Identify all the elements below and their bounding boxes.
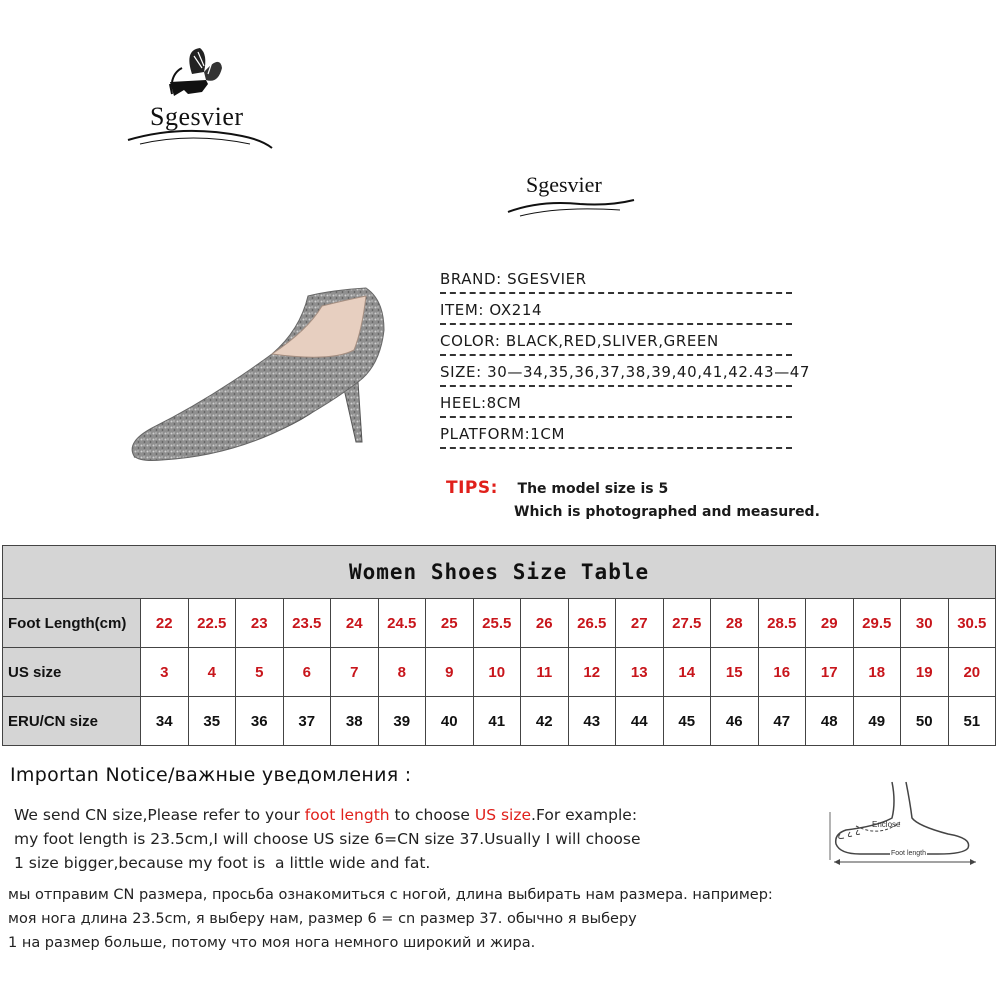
tips-label: TIPS:	[446, 478, 498, 498]
table-cell: 17	[806, 648, 854, 697]
table-cell: 24	[331, 599, 379, 648]
table-cell: 48	[806, 697, 854, 746]
table-cell: 27	[616, 599, 664, 648]
brand-wordmark-small: Sgesvier	[526, 172, 602, 197]
spec-heel: HEEL:8CM	[440, 390, 820, 421]
product-specs	[440, 266, 820, 452]
table-cell: 25	[426, 599, 474, 648]
table-cell: 30	[901, 599, 949, 648]
table-cell: 10	[473, 648, 521, 697]
notice-ru-line-2: моя нога длина 23.5cm, я выберу нам, размер 6 = cn размер 37. обычно я выберу	[8, 911, 637, 927]
table-cell: 50	[901, 697, 949, 746]
table-cell: 29	[806, 599, 854, 648]
notice-en-line-1	[14, 803, 641, 827]
notice-en-line-2: my foot length is 23.5cm,I will choose US size 6=CN size 37.Usually I will choose	[14, 830, 641, 848]
size-table	[2, 545, 996, 746]
spec-platform: PLATFORM:1CM	[440, 421, 820, 452]
table-cell: 27.5	[663, 599, 711, 648]
table-cell: 35	[188, 697, 236, 746]
spec-color: COLOR: BLACK,RED,SLIVER,GREEN	[440, 328, 820, 359]
spec-size: SIZE: 30—34,35,36,37,38,39,40,41,42.43—47	[440, 359, 820, 390]
brand-wordmark: Sgesvier	[150, 102, 244, 131]
table-cell: 3	[141, 648, 189, 697]
table-cell: 44	[616, 697, 664, 746]
notice-text: to choose	[389, 806, 475, 824]
table-cell: 19	[901, 648, 949, 697]
foot-diagram	[826, 778, 986, 870]
product-image	[122, 270, 422, 480]
table-cell: 28	[711, 599, 759, 648]
table-cell: 37	[283, 697, 331, 746]
table-cell: 29.5	[853, 599, 901, 648]
table-cell: 20	[948, 648, 996, 697]
table-cell: 26.5	[568, 599, 616, 648]
table-cell: 18	[853, 648, 901, 697]
notice-title: Importan Notice/важные уведомления :	[10, 764, 412, 786]
notice-ru-line-3: 1 на размер больше, потому что моя нога немного широкий и жира.	[8, 935, 536, 951]
tips-line-1: The model size is 5	[517, 481, 669, 497]
table-cell: 41	[473, 697, 521, 746]
table-cell: 9	[426, 648, 474, 697]
table-cell: 36	[236, 697, 284, 746]
row-label: ERU/CN size	[3, 697, 141, 746]
table-cell: 23	[236, 599, 284, 648]
enclose-label: Enclose	[872, 820, 901, 829]
glitter-pump-shoe-icon	[122, 270, 422, 480]
brand-logo	[122, 44, 282, 162]
table-cell: 16	[758, 648, 806, 697]
table-cell: 7	[331, 648, 379, 697]
brand-logo-small	[500, 170, 640, 220]
table-cell: 14	[663, 648, 711, 697]
table-cell: 26	[521, 599, 569, 648]
table-cell: 13	[616, 648, 664, 697]
row-label: US size	[3, 648, 141, 697]
table-cell: 4	[188, 648, 236, 697]
table-cell: 23.5	[283, 599, 331, 648]
table-cell: 8	[378, 648, 426, 697]
table-cell: 24.5	[378, 599, 426, 648]
spec-item: ITEM: OX214	[440, 297, 820, 328]
table-cell: 42	[521, 697, 569, 746]
size-table-title: Women Shoes Size Table	[3, 546, 996, 599]
table-cell: 51	[948, 697, 996, 746]
table-cell: 34	[141, 697, 189, 746]
notice-ru-line-1: мы отправим CN размера, просьба ознакомиться с ногой, длина выбирать нам размера. например:	[8, 887, 773, 903]
notice-english	[14, 803, 641, 875]
table-row-eu-cn-size	[3, 697, 996, 746]
table-cell: 6	[283, 648, 331, 697]
table-cell: 25.5	[473, 599, 521, 648]
table-cell: 38	[331, 697, 379, 746]
table-row-us-size	[3, 648, 996, 697]
table-cell: 22	[141, 599, 189, 648]
table-cell: 30.5	[948, 599, 996, 648]
notice-text: .For example:	[531, 806, 638, 824]
foot-length-label: Foot length	[891, 850, 927, 857]
table-cell: 40	[426, 697, 474, 746]
table-cell: 28.5	[758, 599, 806, 648]
table-cell: 45	[663, 697, 711, 746]
table-cell: 46	[711, 697, 759, 746]
table-cell: 39	[378, 697, 426, 746]
tips	[446, 478, 820, 520]
table-cell: 11	[521, 648, 569, 697]
table-cell: 12	[568, 648, 616, 697]
table-cell: 5	[236, 648, 284, 697]
notice-russian	[8, 883, 773, 955]
table-cell: 43	[568, 697, 616, 746]
notice-highlight-us-size: US size	[474, 806, 532, 824]
notice-text: We send CN size,Please refer to your	[14, 806, 305, 824]
table-cell: 22.5	[188, 599, 236, 648]
row-label: Foot Length(cm)	[3, 599, 141, 648]
notice-highlight-foot-length: foot length	[304, 806, 390, 824]
table-row-foot-length	[3, 599, 996, 648]
table-cell: 49	[853, 697, 901, 746]
table-cell: 15	[711, 648, 759, 697]
table-cell: 47	[758, 697, 806, 746]
spec-brand: BRAND: SGESVIER	[440, 266, 820, 297]
tips-line-2: Which is photographed and measured.	[514, 504, 820, 520]
notice-en-line-3: 1 size bigger,because my foot is a little wide and fat.	[14, 854, 431, 872]
